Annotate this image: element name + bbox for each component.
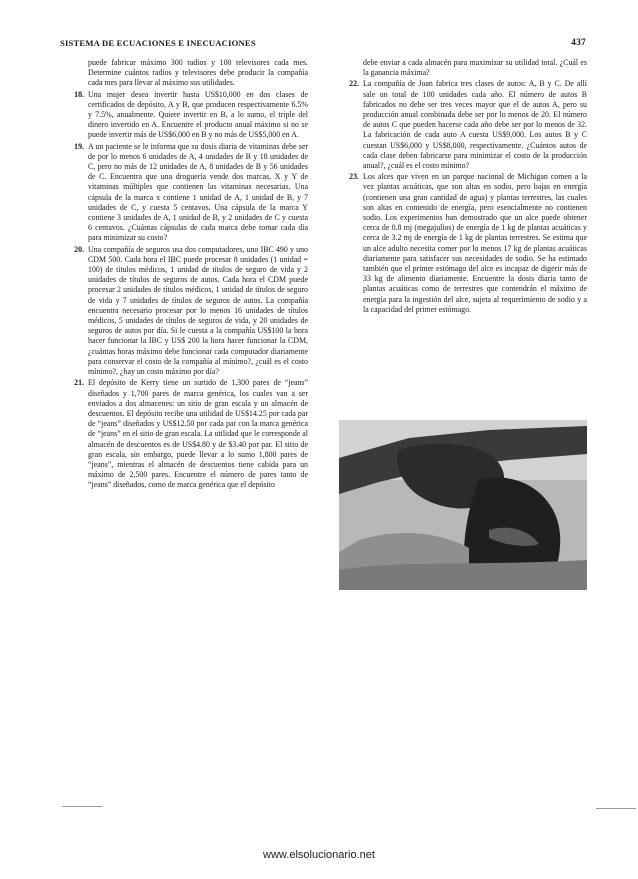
problem-text: La compañía de Joan fabrica tres clases de autos: A, B y C. De allí sale un total de 100 unidades cada año. El número de autos B fabricados no debe ser tres veces mayor que el de autos A, pero su producción anual combinada debe ser por lo menos de 20. El número de autos C que pueden hacerse cada año debe ser por lo menos de 32. La fabricación de cada auto A cuesta US$9,000. Los autos B y C cuestan US$6,000 y US$8,000, respectivamente. ¿Cuántos autos de cada clase deben fabricarse para minimizar el costo de la producción anual?, ¿cuál es el costo mínimo?: [363, 79, 587, 171]
footer-website-link[interactable]: www.elsolucionario.net: [263, 849, 375, 861]
problem-number: 22.: [349, 79, 359, 89]
problem-text: Una mujer desea invertir hasta US$10,000 en dos clases de certificados de depósito, A y B, que producen respectivamente 6.5% y 7.5%, anualmente. Quiere invertir en B, a lo sumo, el triple del dinero invertido en A. Encuentre el producto anual máximo si no se puede invertir más de US$6,000 en B y no más de US$5,000 en A.: [88, 89, 308, 140]
continuation-text: debe enviar a cada almacén para maximizar su utilidad total. ¿Cuál es la ganancia máxima?: [363, 58, 587, 78]
left-column: [60, 58, 308, 492]
continuation-text: puede fabricar máximo 300 radios y 100 televisores cada mes. Determine cuántos radios y televisores debe producir la compañía cada mes para llevar al máximo sus utilidades.: [88, 58, 308, 88]
problem-number: 21.: [74, 378, 84, 388]
problem-text: A un paciente se le informa que su dosis diaria de vitaminas debe ser de por lo menos 6 unidades de A, 4 unidades de B y 18 unidades de C, pero no más de 12 unidades de A, 8 unidades de B y 56 unidades de C. Encuentra que una droguería vende dos marcas, X y Y de vitaminas múltiples que contienen las vitaminas necesarias. Una cápsula de la marca x contiene 1 unidad de A, 1 unidad de B, y 7 unidades de C, y cuesta 5 centavos. Una cápsula de la marca Y contiene 3 unidades de A, 1 unidad de B, y 2 unidades de C y cuesta 6 centavos. ¿Cuántas cápsulas de cada marca debe tomar cada día para minimizar su costo?: [88, 141, 308, 243]
moose-photo-illustration: [339, 420, 587, 590]
problem-text: El depósito de Kerry tiene un surtido de 1,300 pares de “jeans” diseñados y 1,700 pares de marca genérica, los cuales van a ser enviados a dos almacenes: un sitio de gran escala y un almacén de descuentos. El depósito recibe una utilidad de US$14.25 por cada par de “jeans” diseñados y US$12.50 por cada par con la marca genérica de “jeans” en el sitio de gran escala. La utilidad que le corresponde al almacén de descuentos es de US$4.80 y de $3.40 por par. El sitio de gran escala, sin embargo, puede llevar a lo sumo 1,800 pares de “jeans”, mientras el almacén de descuentos tiene cabida para un máximo de 2,500 pares. Encuentre el número de pares tanto de “jeans” diseñados, como de marca genérica que el depósito: [88, 378, 308, 490]
problem-20: [60, 245, 308, 378]
moose-photo: [339, 420, 587, 590]
problem-18: [60, 90, 308, 141]
problem-number: 18.: [74, 89, 84, 99]
problem-number: 19.: [74, 141, 84, 151]
footer-rule-right: [596, 808, 636, 809]
footer-rule-left: [62, 806, 102, 807]
running-title: SISTEMA DE ECUACIONES E INECUACIONES: [60, 38, 256, 48]
problem-21: [60, 378, 308, 490]
problem-19: [60, 142, 308, 244]
page-number: 437: [571, 38, 586, 48]
problem-number: 23.: [349, 172, 359, 182]
page-header: [60, 38, 586, 52]
problem-text: Una compañía de seguros usa dos computadores, uno IBC 490 y uno CDM 500. Cada hora el IBC puede procesar 8 unidades (1 unidad = 100) de títulos médicos, 1 unidad de títulos de seguro de vida y 2 unidades de títulos de seguros de autos. Cada hora el CDM puede procesar 2 unidades de títulos médicos, 1 unidad de títulos de seguro de vida y 7 unidades de títulos de seguros de autos. La compañía encuentra necesario procesar por lo menos 16 unidades de títulos médicos, 5 unidades de títulos de seguros de vida, y 20 unidades de seguros de autos por día. Si le cuesta a la compañía US$100 la hora hacer funcionar la IBC y US$ 200 la hora hacer funcionar la CDM, ¿cuántas horas máximo debe funcionar cada computador diariamente para conservar el costo de la compañía al mínimo?, ¿cuál es el costo mínimo?, ¿hay un costo máximo por día?: [88, 244, 308, 377]
right-column: [335, 58, 587, 316]
problem-23: [335, 172, 587, 315]
problem-number: 20.: [74, 244, 84, 254]
problem-22: [335, 79, 587, 171]
problem-text: Los alces que viven en un parque nacional de Michigan comen a la vez plantas acuáticas, que son altas en sodio, pero bajas en energía (contienen una gran cantidad de agua) y plantas terrestres, las cuales son altas en contenido de energía, pero esencialmente no contienen sodio. Los experimentos han demostrado que un alce puede obtener cerca de 0.8 mj (megajulios) de energía de 1 kg de plantas acuáticas y cerca de 3.2 mj de energía de 1 kg de plantas terrestres. Se estima que un alce adulto necesita comer por lo menos 17 kg de plantas acuáticas diariamente para satisfacer sus necesidades de sodio. Se ha estimado también que el primer estómago del alce es incapaz de digerir más de 33 kg de alimento diariamente. Encuentre la dosis diaria tanto de plantas acuáticas como de terrestres que contendrán el máximo de energía para la ingestión del alce, sujeta al requerimiento de sodio y a la capacidad del primer estómago.: [363, 172, 587, 314]
